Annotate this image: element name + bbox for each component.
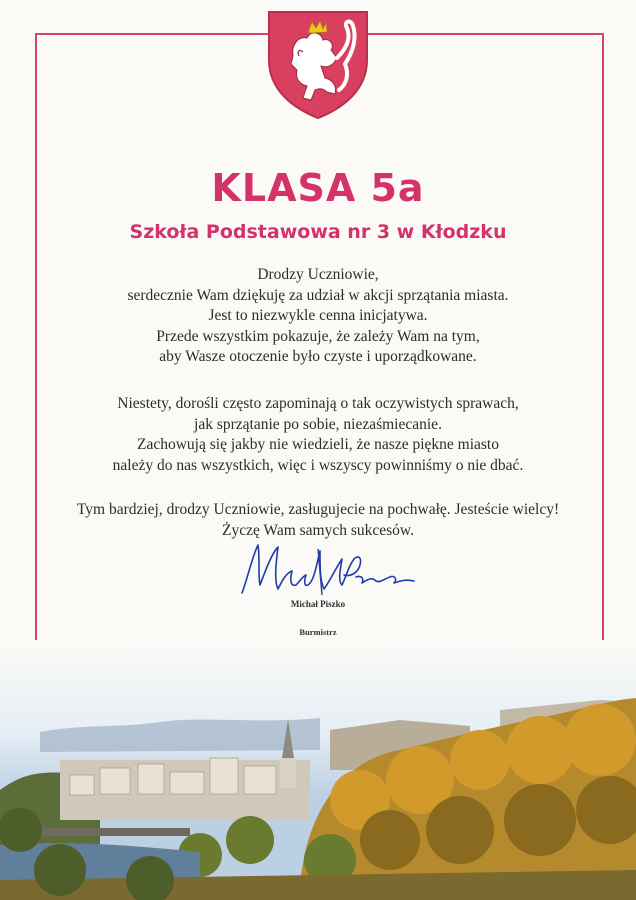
handwritten-signature <box>230 537 430 605</box>
letter-line: Jest to niezwykle cenna inicjatywa. <box>208 307 428 324</box>
letter-paragraph-1 <box>40 265 596 368</box>
letter-paragraph-2 <box>40 394 596 476</box>
certificate-title: KLASA 5a <box>211 166 425 210</box>
letter-line: aby Wasze otoczenie było czyste i uporządkowane. <box>159 348 477 365</box>
letter-line: Zachowują się jakby nie wiedzieli, że nasze piękne miasto <box>137 436 499 453</box>
school-name: Szkoła Podstawowa nr 3 w Kłodzku <box>129 221 507 243</box>
letter-line: serdecznie Wam dziękuję za udział w akcji sprzątania miasta. <box>127 286 509 304</box>
letter-line: Tym bardziej, drodzy Uczniowie, zasługujecie na pochwałę. Jesteście wielcy! <box>76 501 560 518</box>
signer-role: Burmistrz <box>299 627 337 637</box>
letter-line: Drodzy Uczniowie, <box>257 266 379 283</box>
letter-line: należy do nas wszystkich, więc i wszyscy powinniśmy o nie dbać. <box>112 456 524 474</box>
town-landscape-image <box>0 640 636 900</box>
letter-line: jak sprzątanie po sobie, niezaśmiecanie. <box>194 415 442 433</box>
letter-paragraph-3 <box>40 500 596 541</box>
signer-name: Michał Piszko <box>290 599 346 609</box>
coat-of-arms-lion-icon <box>263 8 373 120</box>
letter-line: Przede wszystkim pokazuje, że zależy Wam na tym, <box>156 327 480 345</box>
letter-line: Życzę Wam samych sukcesów. <box>221 521 414 539</box>
letter-line: Niestety, dorośli często zapominają o tak oczywistych sprawach, <box>117 395 519 412</box>
